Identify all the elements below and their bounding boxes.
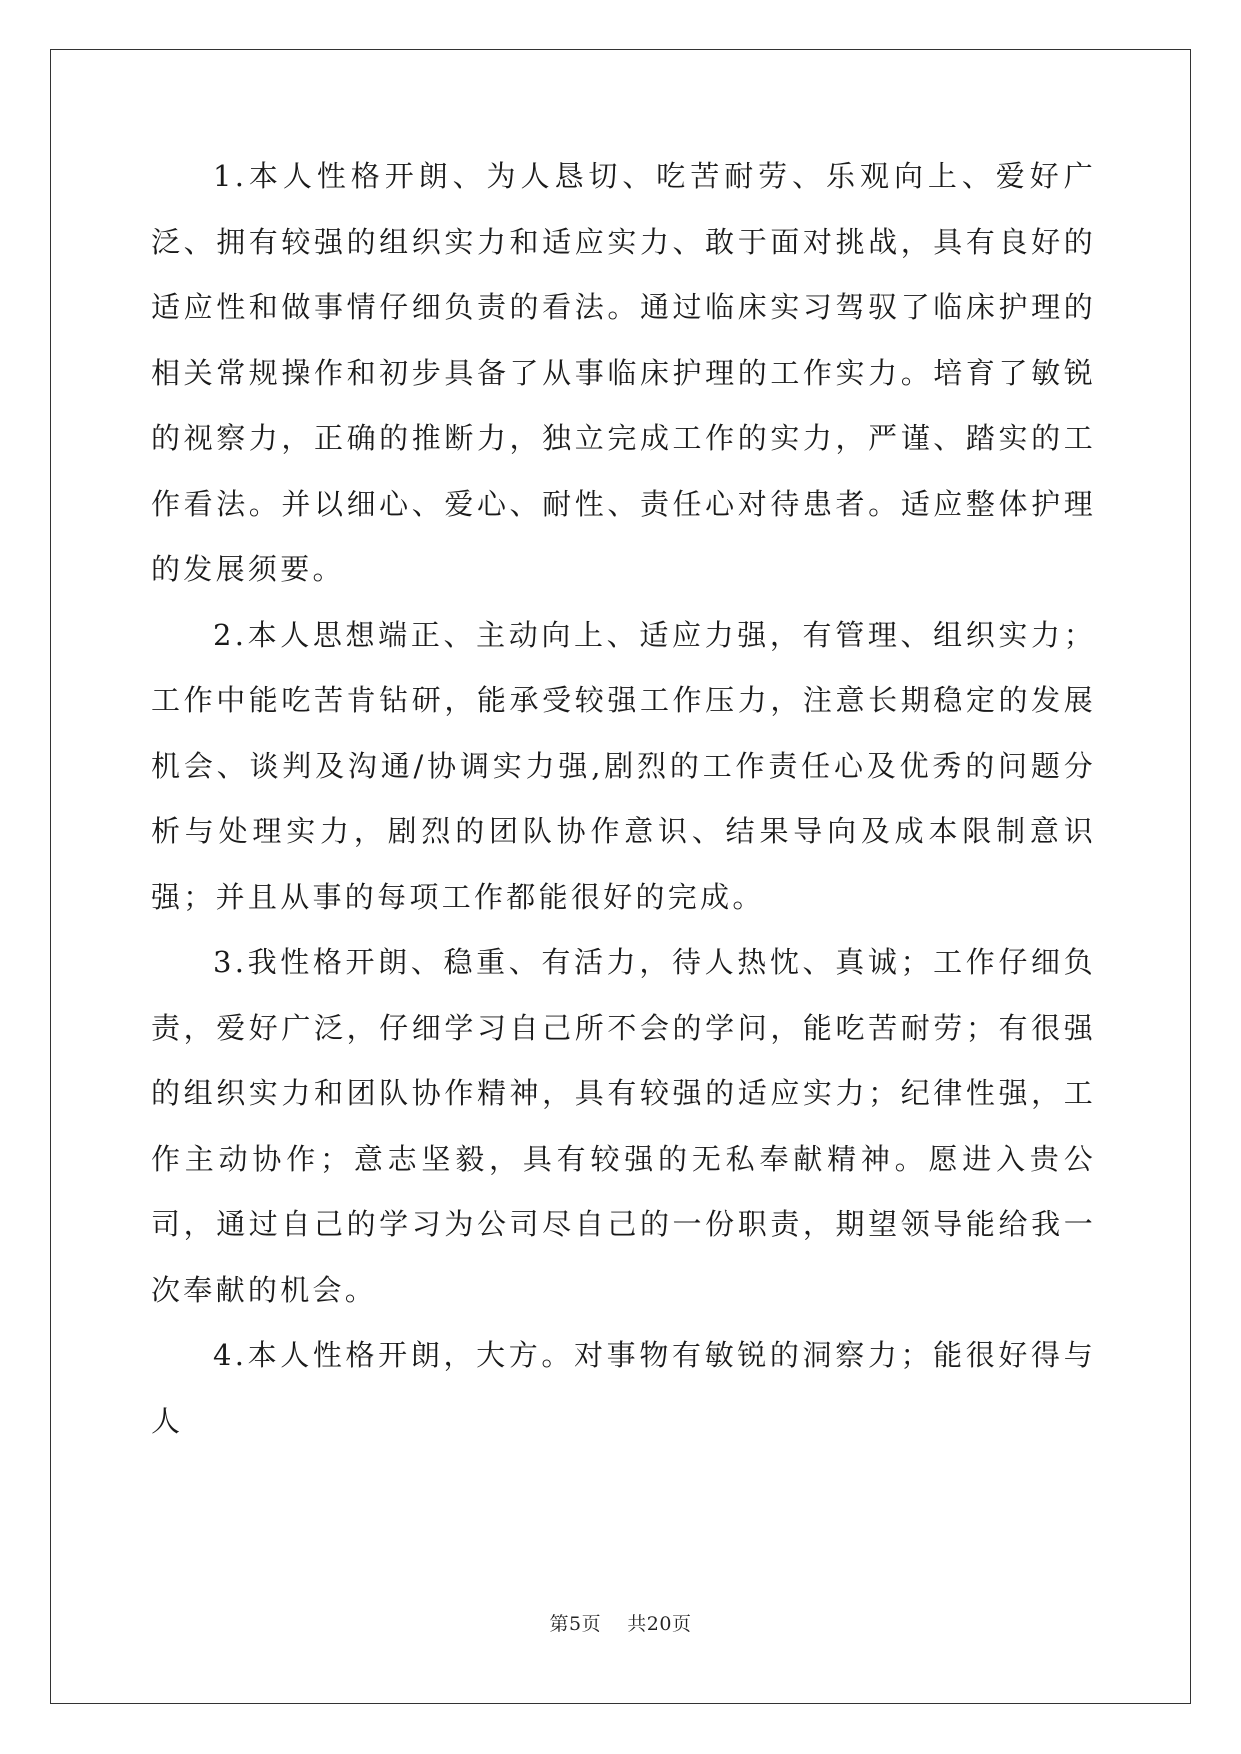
paragraph-1: 1.本人性格开朗、为人恳切、吃苦耐劳、乐观向上、爱好广泛、拥有较强的组织实力和适应实力、敢于面对挑战，具有良好的适应性和做事情仔细负责的看法。通过临床实习驾驭了临床护理的相关常规操作和初步具备了从事临床护理的工作实力。培育了敏锐的视察力，正确的推断力，独立完成工作的实力，严谨、踏实的工作看法。并以细心、爱心、耐性、责任心对待患者。适应整体护理的发展须要。 [151, 159, 1096, 586]
paragraph-2: 2.本人思想端正、主动向上、适应力强，有管理、组织实力；工作中能吃苦肯钻研，能承受较强工作压力，注意长期稳定的发展机会、谈判及沟通/协调实力强,剧烈的工作责任心及优秀的问题分析与处理实力，剧烈的团队协作意识、结果导向及成本限制意识强；并且从事的每项工作都能很好的完成。 [151, 617, 1096, 914]
page-number-footer: 第5页 共20页 [549, 1613, 692, 1635]
document-body [151, 144, 1096, 1454]
paragraph-4: 4.本人性格开朗，大方。对事物有敏锐的洞察力；能很好得与人 [151, 1338, 1096, 1438]
paragraph-3: 3.我性格开朗、稳重、有活力，待人热忱、真诚；工作仔细负责，爱好广泛，仔细学习自己所不会的学问，能吃苦耐劳；有很强的组织实力和团队协作精神，具有较强的适应实力；纪律性强，工作主动协作；意志坚毅，具有较强的无私奉献精神。愿进入贵公司，通过自己的学习为公司尽自己的一份职责，期望领导能给我一次奉献的机会。 [151, 945, 1096, 1307]
